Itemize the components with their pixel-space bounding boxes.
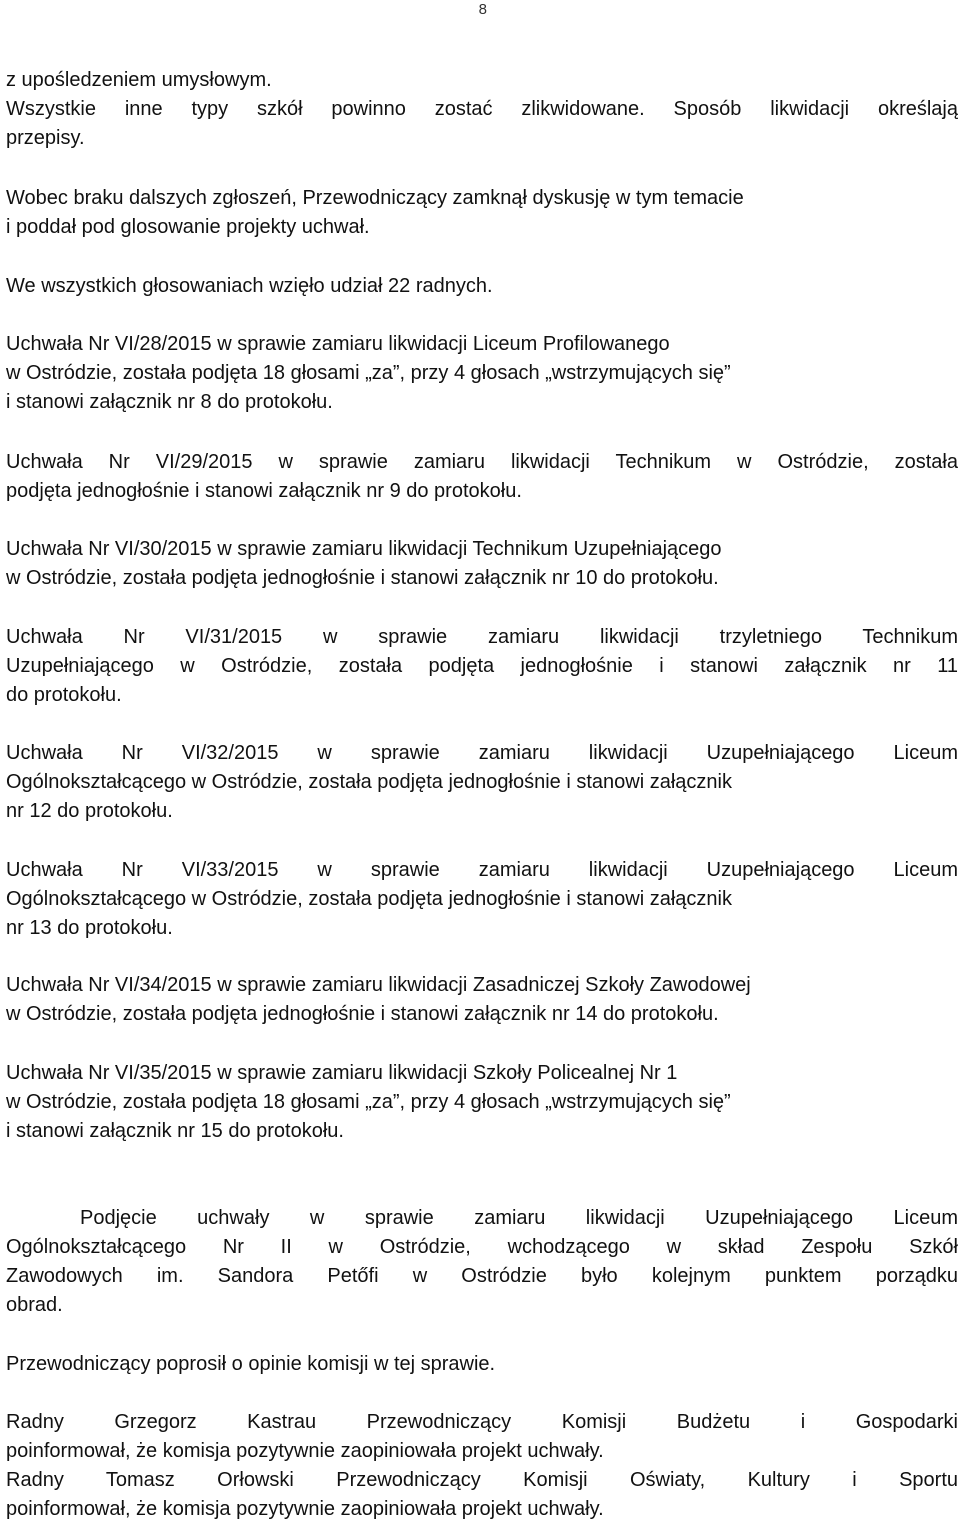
paragraph-committee-request: [6, 1350, 958, 1379]
text-line: poinformował, że komisja pozytywnie zaopiniowała projekt uchwały.: [6, 1440, 604, 1462]
paragraph-resolution-30: [6, 535, 958, 593]
text-line: i stanowi załącznik nr 8 do protokołu.: [6, 391, 333, 413]
text-line: i poddał pod glosowanie projekty uchwał.: [6, 216, 370, 238]
text-line: Ogólnokształcącego w Ostródzie, została podjęta jednogłośnie i stanowi załącznik: [6, 888, 732, 910]
paragraph-voting-count: [6, 272, 958, 301]
text-line: obrad.: [6, 1294, 63, 1316]
text-line: Wobec braku dalszych zgłoszeń, Przewodniczący zamknął dyskusję w tym temacie: [6, 187, 744, 209]
text-line: Uchwała Nr VI/33/2015 w sprawie zamiaru likwidacji Uzupełniającego Liceum: [6, 859, 958, 881]
text-line: Uchwała Nr VI/31/2015 w sprawie zamiaru likwidacji trzyletniego Technikum: [6, 626, 958, 648]
paragraph-resolution-29: [6, 448, 958, 506]
text-line: Uchwała Nr VI/35/2015 w sprawie zamiaru likwidacji Szkoły Policealnej Nr 1: [6, 1062, 678, 1084]
text-line: poinformował, że komisja pozytywnie zaopiniowała projekt uchwały.: [6, 1498, 604, 1520]
text-line: w Ostródzie, została podjęta jednogłośnie i stanowi załącznik nr 14 do protokołu.: [6, 1003, 719, 1025]
paragraph-committee-opinions: [6, 1408, 958, 1524]
text-line: Ogólnokształcącego Nr II w Ostródzie, wchodzącego w skład Zespołu Szkół: [6, 1236, 958, 1258]
paragraph-resolution-28: [6, 330, 958, 417]
paragraph-resolution-34: [6, 971, 958, 1029]
text-line: Uchwała Nr VI/28/2015 w sprawie zamiaru likwidacji Liceum Profilowanego: [6, 333, 670, 355]
paragraph-resolution-32: [6, 739, 958, 826]
text-line: nr 12 do protokołu.: [6, 800, 173, 822]
text-line: Uchwała Nr VI/29/2015 w sprawie zamiaru likwidacji Technikum w Ostródzie, została: [6, 451, 958, 473]
text-line: Uchwała Nr VI/34/2015 w sprawie zamiaru likwidacji Zasadniczej Szkoły Zawodowej: [6, 974, 751, 996]
text-line: Ogólnokształcącego w Ostródzie, została podjęta jednogłośnie i stanowi załącznik: [6, 771, 732, 793]
paragraph-discussion-closed: [6, 184, 958, 242]
paragraph-resolution-31: [6, 623, 958, 710]
text-line: w Ostródzie, została podjęta 18 głosami „za”, przy 4 głosach „wstrzymujących się”: [6, 1091, 731, 1113]
text-line: Radny Grzegorz Kastrau Przewodniczący Komisji Budżetu i Gospodarki: [6, 1411, 958, 1433]
text-line: podjęta jednogłośnie i stanowi załącznik nr 9 do protokołu.: [6, 480, 522, 502]
paragraph-new-agenda-item: [6, 1204, 958, 1320]
text-line: Radny Tomasz Orłowski Przewodniczący Komisji Oświaty, Kultury i Sportu: [6, 1469, 958, 1491]
text-line: Uchwała Nr VI/30/2015 w sprawie zamiaru likwidacji Technikum Uzupełniającego: [6, 538, 722, 560]
text-line: z upośledzeniem umysłowym.: [6, 69, 272, 91]
text-line: i stanowi załącznik nr 15 do protokołu.: [6, 1120, 344, 1142]
text-line: w Ostródzie, została podjęta 18 głosami „za”, przy 4 głosach „wstrzymujących się”: [6, 362, 731, 384]
text-line: w Ostródzie, została podjęta jednogłośnie i stanowi załącznik nr 10 do protokołu.: [6, 567, 719, 589]
paragraph-resolution-35: [6, 1059, 958, 1146]
paragraph-continuation: [6, 66, 958, 153]
text-line: Zawodowych im. Sandora Petőfi w Ostródzie było kolejnym punktem porządku: [6, 1265, 958, 1287]
text-line: Uzupełniającego w Ostródzie, została podjęta jednogłośnie i stanowi załącznik nr 11: [6, 655, 958, 677]
text-line: Uchwała Nr VI/32/2015 w sprawie zamiaru likwidacji Uzupełniającego Liceum: [6, 742, 958, 764]
paragraph-resolution-33: [6, 856, 958, 943]
text-line: We wszystkich głosowaniach wzięło udział 22 radnych.: [6, 275, 493, 297]
text-line: Wszystkie inne typy szkół powinno zostać zlikwidowane. Sposób likwidacji określają: [6, 98, 958, 120]
text-line: nr 13 do protokołu.: [6, 917, 173, 939]
text-line: do protokołu.: [6, 684, 122, 706]
text-line: Podjęcie uchwały w sprawie zamiaru likwidacji Uzupełniającego Liceum: [80, 1207, 958, 1229]
page-number: 8: [478, 1, 487, 18]
text-line: przepisy.: [6, 127, 85, 149]
text-line: Przewodniczący poprosił o opinie komisji w tej sprawie.: [6, 1353, 496, 1375]
